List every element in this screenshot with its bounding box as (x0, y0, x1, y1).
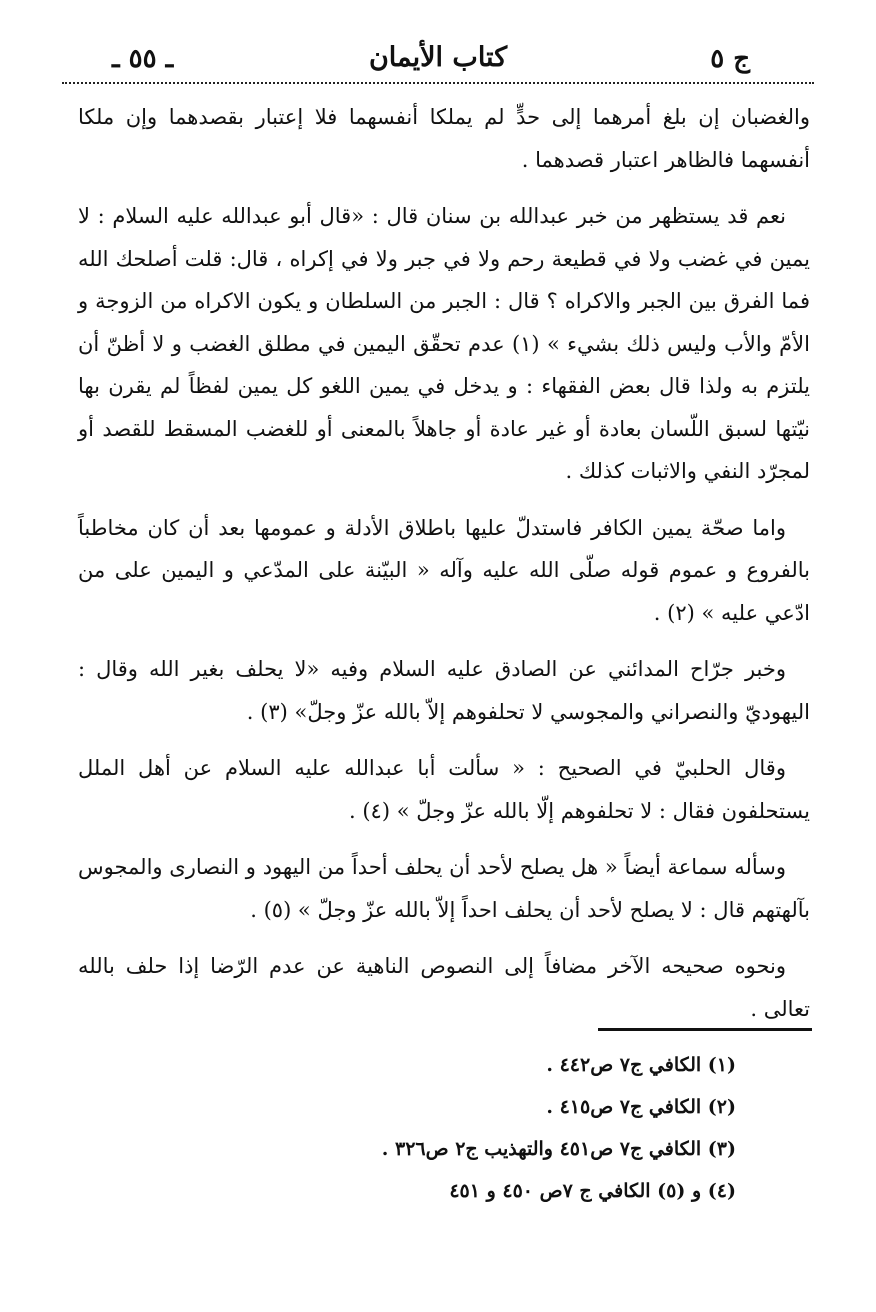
paragraph: والغضبان إن بلغ أمرهما إلى حدٍّ لم يملكا أنفسهما فلا إعتبار بقصدهما وإن ملكا أنفسهما فالظاهر اعتبار قصدهما . (78, 105, 810, 172)
footnote-divider (598, 1028, 812, 1031)
footnote: (١) الكافي ج٧ ص٤٤٢ . (546, 1054, 736, 1076)
paragraph: وخبر جرّاح المدائني عن الصادق عليه السلام وفيه «لا يحلف بغير الله وقال : اليهوديّ والنصراني والمجوسي لا تحلفوهم إلاّ بالله عزّ وجلّ» (٣) . (78, 657, 810, 724)
footnote: (٤) و (٥) الكافي ج ٧ص ٤٥٠ و ٤٥١ (449, 1180, 736, 1202)
page-number: ـ ٥٥ ـ (112, 44, 174, 74)
volume-label: ج ٥ (710, 44, 750, 74)
paragraph: وسأله سماعة أيضاً « هل يصلح لأحد أن يحلف أحداً من اليهود و النصارى والمجوس بآلهتهم قال : لا يصلح لأحد أن يحلف احداً إلاّ بالله عزّ وجلّ » (٥) . (78, 855, 810, 922)
paragraph: ونحوه صحيحه الآخر مضافاً إلى النصوص الناهية عن عدم الرّضا إذا حلف بالله تعالى . (78, 954, 810, 1021)
main-text (78, 96, 810, 1044)
page-header (62, 38, 814, 84)
paragraph: نعم قد يستظهر من خبر عبدالله بن سنان قال : «قال أبو عبدالله عليه السلام : لا يمين في غضب ولا في قطيعة رحم ولا في جبر ولا في إكراه ، قال: قلت أصلحك الله فما الفرق بين الجبر والاكراه ؟ قال : الجبر من السلطان و يكون الاكراه من الزوجة و الأمّ والأب وليس ذلك بشيء » (١) عدم تحقّق اليمين في مطلق الغضب و لا أظنّ أن يلتزم به ولذا قال بعض الفقهاء : و يدخل في يمين اللغو كل يمين لفظاً لم يقرن بها نيّتها لسبق اللّسان بعادة أو غير عادة أو جاهلاً بالمعنى أو للغضب المسقط للقصد أو لمجرّد النفي والاثبات كذلك . (78, 204, 810, 483)
paragraph: وقال الحلبيّ في الصحيح : « سألت أبا عبدالله عليه السلام عن أهل الملل يستحلفون فقال : لا تحلفوهم إلّا بالله عزّ وجلّ » (٤) . (78, 756, 810, 823)
chapter-title: كتاب الأيمان (368, 42, 508, 73)
footnote: (٣) الكافي ج٧ ص٤٥١ والتهذيب ج٢ ص٣٢٦ . (381, 1138, 736, 1160)
paragraph: واما صحّة يمين الكافر فاستدلّ عليها باطلاق الأدلة و عمومها بعد أن كان مخاطباً بالفروع و عموم قوله صلّى الله عليه وآله « البيّنة على المدّعي و اليمين على من ادّعي عليه » (٢) . (78, 515, 810, 625)
footnote: (٢) الكافي ج٧ ص٤١٥ . (546, 1096, 736, 1118)
footnotes (176, 1044, 736, 1212)
